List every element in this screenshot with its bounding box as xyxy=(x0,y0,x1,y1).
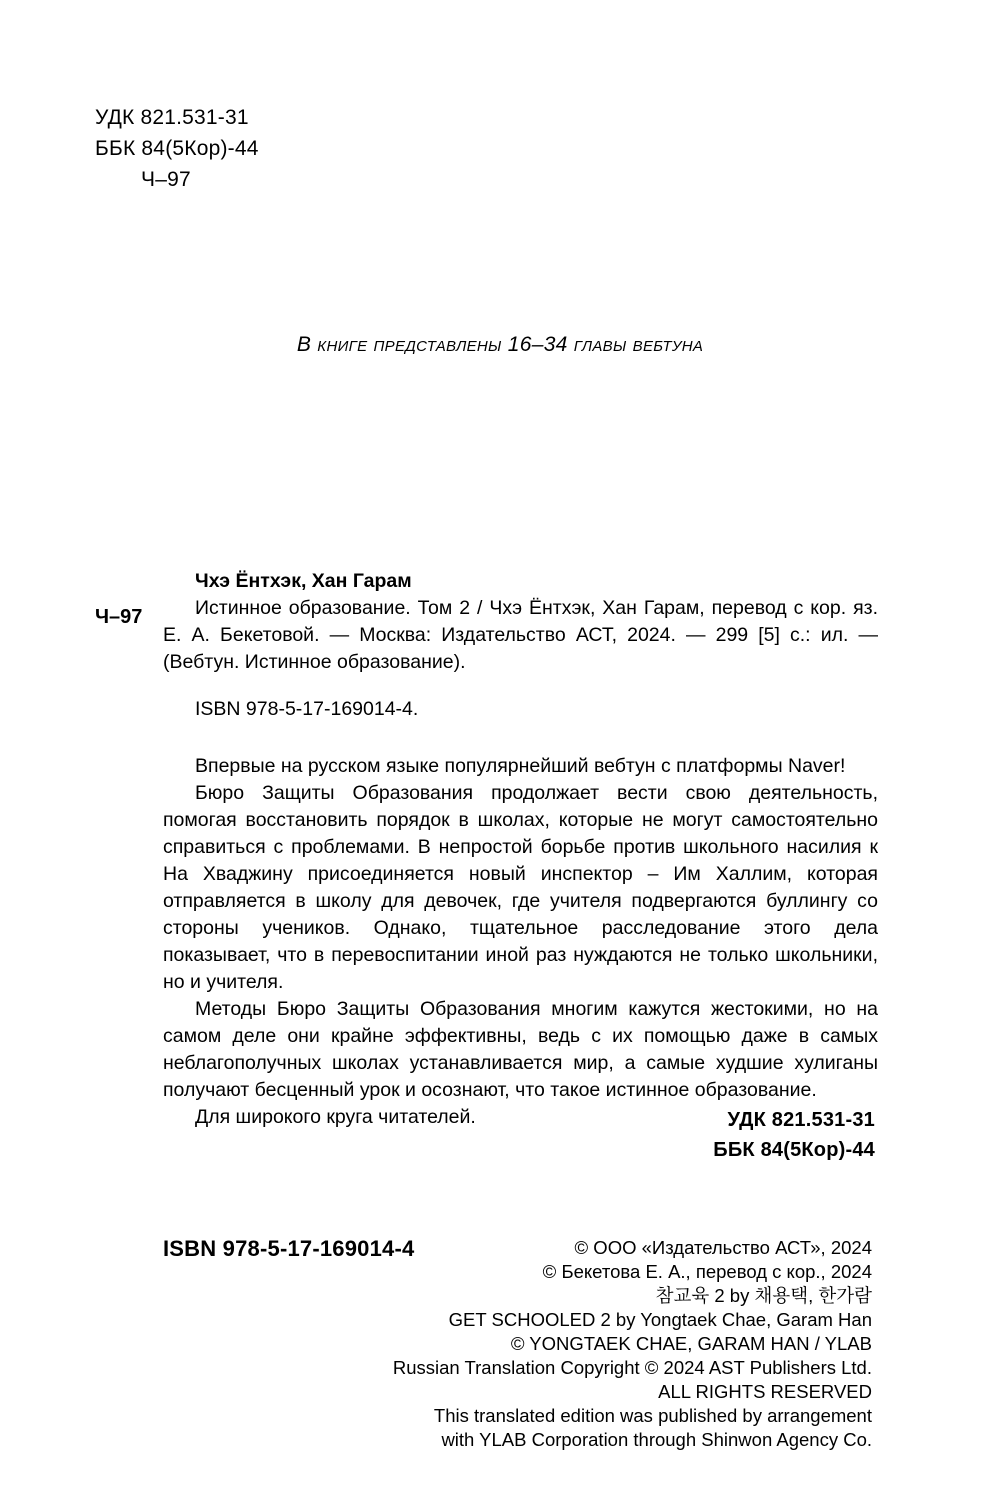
top-cataloguing-codes xyxy=(95,102,259,195)
authors-line: Чхэ Ёнтхэк, Хан Гарам xyxy=(195,570,412,592)
udk-code: УДК 821.531-31 xyxy=(95,106,249,129)
copyright-line: © YONGTAEK CHAE, GARAM HAN / YLAB xyxy=(510,1333,872,1354)
copyright-line: ALL RIGHTS RESERVED xyxy=(658,1381,872,1402)
margin-author-code: Ч–97 xyxy=(95,606,143,628)
bibliographic-description: Истинное образование. Том 2 / Чхэ Ёнтхэк, Хан Гарам, перевод с кор. яз. Е. А. Бекетовой. — Москва: Издательство АСТ, 2024. — 299 [5] с.: ил. — (Вебтун. Истинное образование). xyxy=(163,597,878,673)
annotation-paragraph: Для широкого круга читателей. xyxy=(195,1106,476,1128)
annotation-paragraph: Бюро Защиты Образования продолжает вести свою деятельность, помогая восстановить порядок в школах, которые не могут самостоятельно справиться с проблемами. В непростой борьбе против школьного насилия к На Хваджину присоединяется новый инспектор – Им Халлим, которая отправляется в школу для девочек, где учителя подвергаются буллингу со стороны учеников. Однако, тщательное расследование этого дела показывает, что в перевоспитании иной раз нуждаются не только школьники, но и учителя. xyxy=(163,782,878,993)
annotation-block xyxy=(163,753,878,1131)
copyright-line: © Бекетова Е. А., перевод с кор., 2024 xyxy=(542,1261,872,1282)
copyright-line: GET SCHOOLED 2 by Yongtaek Chae, Garam Han xyxy=(448,1309,872,1330)
copyright-block xyxy=(393,1236,872,1452)
annotation-paragraph: Методы Бюро Защиты Образования многим кажутся жестокими, но на самом деле они крайне эффективны, ведь с их помощью даже в самых неблагополучных школах устанавливается мир, а самые худшие хулиганы получают бесценный урок и осознают, что такое истинное образование. xyxy=(163,998,878,1101)
annotation-paragraph: Впервые на русском языке популярнейший вебтун с платформы Naver! xyxy=(195,755,846,777)
copyright-line: This translated edition was published by arrangement xyxy=(433,1405,872,1426)
copyright-line: Russian Translation Copyright © 2024 AST Publishers Ltd. xyxy=(392,1357,872,1378)
author-sign-code: Ч–97 xyxy=(141,168,191,191)
bbk-code-bottom: ББК 84(5Кор)-44 xyxy=(713,1139,875,1161)
isbn-line: ISBN 978-5-17-169014-4. xyxy=(195,698,419,720)
bibliographic-block xyxy=(163,568,878,1131)
webtoon-chapters-note: В книге представлены 16–34 главы вебтуна xyxy=(296,333,704,356)
copyright-line: with YLAB Corporation through Shinwon Agency Co. xyxy=(441,1429,872,1450)
bottom-cataloguing-codes xyxy=(713,1105,875,1165)
copyright-line: 참교육 2 by 채용택, 한가람 xyxy=(655,1285,872,1306)
udk-code-bottom: УДК 821.531-31 xyxy=(727,1109,875,1131)
bbk-code: ББК 84(5Кор)-44 xyxy=(95,137,259,160)
footer-isbn: ISBN 978-5-17-169014-4 xyxy=(163,1236,415,1261)
copyright-line: © ООО «Издательство АСТ», 2024 xyxy=(574,1237,872,1258)
